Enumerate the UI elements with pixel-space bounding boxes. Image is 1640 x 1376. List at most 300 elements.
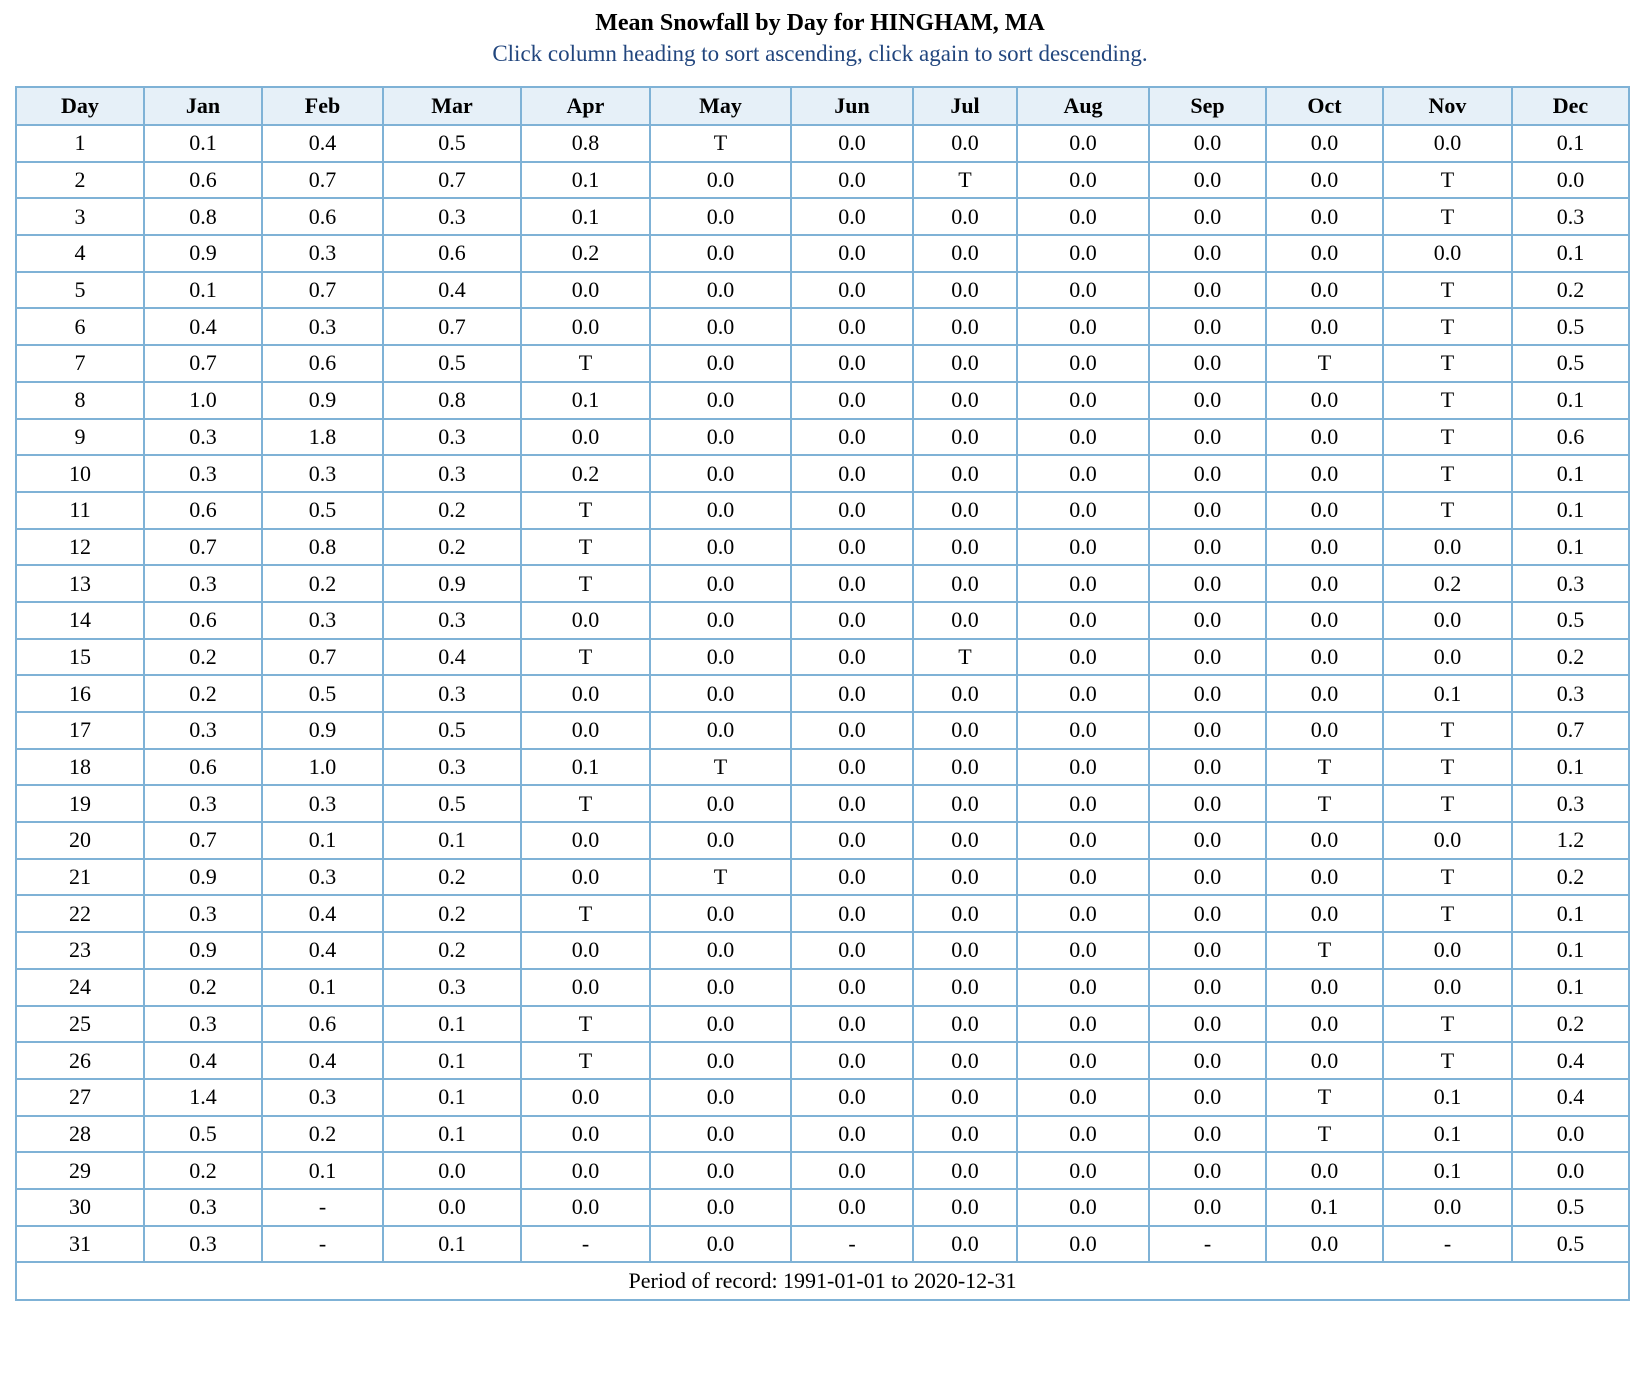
column-header-oct[interactable]: Oct bbox=[1266, 87, 1383, 125]
snowfall-cell: 0.0 bbox=[1149, 822, 1266, 859]
table-row bbox=[16, 602, 1629, 639]
snowfall-cell: T bbox=[1383, 382, 1512, 419]
snowfall-cell: 0.0 bbox=[650, 822, 791, 859]
snowfall-cell: 0.1 bbox=[1512, 125, 1629, 162]
snowfall-cell: 0.4 bbox=[1512, 1042, 1629, 1079]
snowfall-cell: 0.1 bbox=[1383, 675, 1512, 712]
snowfall-cell: 0.3 bbox=[262, 785, 383, 822]
column-header-feb[interactable]: Feb bbox=[262, 87, 383, 125]
snowfall-cell: 0.1 bbox=[1512, 749, 1629, 786]
snowfall-cell: 0.0 bbox=[521, 308, 650, 345]
snowfall-cell: 0.3 bbox=[262, 455, 383, 492]
snowfall-cell: T bbox=[1266, 932, 1383, 969]
snowfall-cell: 0.0 bbox=[1017, 969, 1149, 1006]
snowfall-cell: 0.0 bbox=[1017, 602, 1149, 639]
snowfall-cell: - bbox=[521, 1226, 650, 1263]
day-cell: 13 bbox=[16, 565, 144, 602]
snowfall-cell: 0.0 bbox=[1017, 1006, 1149, 1043]
snowfall-cell: 0.0 bbox=[650, 1152, 791, 1189]
snowfall-cell: T bbox=[913, 162, 1017, 199]
snowfall-cell: 0.0 bbox=[791, 382, 913, 419]
snowfall-cell: 0.1 bbox=[262, 1152, 383, 1189]
snowfall-cell: 0.0 bbox=[913, 1042, 1017, 1079]
table-row bbox=[16, 1226, 1629, 1263]
snowfall-cell: 0.0 bbox=[521, 419, 650, 456]
table-row bbox=[16, 1189, 1629, 1226]
snowfall-cell: 0.0 bbox=[521, 712, 650, 749]
snowfall-cell: 0.3 bbox=[144, 895, 262, 932]
snowfall-cell: 0.0 bbox=[913, 235, 1017, 272]
snowfall-cell: 0.0 bbox=[521, 675, 650, 712]
snowfall-cell: 0.7 bbox=[383, 162, 521, 199]
snowfall-cell: T bbox=[1383, 419, 1512, 456]
snowfall-cell: 0.0 bbox=[791, 859, 913, 896]
day-cell: 8 bbox=[16, 382, 144, 419]
snowfall-cell: 0.0 bbox=[913, 565, 1017, 602]
snowfall-cell: 0.7 bbox=[262, 162, 383, 199]
snowfall-cell: 0.0 bbox=[791, 932, 913, 969]
snowfall-cell: T bbox=[1383, 455, 1512, 492]
snowfall-cell: 0.2 bbox=[144, 675, 262, 712]
snowfall-cell: 0.2 bbox=[1512, 1006, 1629, 1043]
table-row bbox=[16, 822, 1629, 859]
snowfall-cell: 0.0 bbox=[913, 345, 1017, 382]
column-header-mar[interactable]: Mar bbox=[383, 87, 521, 125]
snowfall-cell: 0.0 bbox=[1149, 455, 1266, 492]
snowfall-cell: 0.3 bbox=[144, 1189, 262, 1226]
snowfall-cell: 0.0 bbox=[1266, 712, 1383, 749]
snowfall-cell: 0.0 bbox=[650, 198, 791, 235]
snowfall-cell: 0.1 bbox=[1512, 492, 1629, 529]
snowfall-cell: 0.2 bbox=[521, 455, 650, 492]
snowfall-cell: 0.3 bbox=[144, 1226, 262, 1263]
column-header-nov[interactable]: Nov bbox=[1383, 87, 1512, 125]
snowfall-cell: 0.0 bbox=[650, 712, 791, 749]
snowfall-cell: T bbox=[1266, 1079, 1383, 1116]
table-row bbox=[16, 675, 1629, 712]
snowfall-cell: 0.2 bbox=[144, 639, 262, 676]
snowfall-cell: 0.0 bbox=[650, 1042, 791, 1079]
snowfall-cell: 0.0 bbox=[1266, 822, 1383, 859]
header-row bbox=[16, 87, 1629, 125]
column-header-apr[interactable]: Apr bbox=[521, 87, 650, 125]
snowfall-cell: T bbox=[1383, 345, 1512, 382]
snowfall-cell: 0.0 bbox=[1017, 1079, 1149, 1116]
snowfall-cell: 0.0 bbox=[1149, 198, 1266, 235]
snowfall-cell: 0.0 bbox=[1149, 1042, 1266, 1079]
day-cell: 25 bbox=[16, 1006, 144, 1043]
snowfall-cell: 0.0 bbox=[791, 125, 913, 162]
snowfall-cell: 0.5 bbox=[1512, 1189, 1629, 1226]
snowfall-cell: 0.2 bbox=[383, 492, 521, 529]
snowfall-cell: 0.4 bbox=[144, 1042, 262, 1079]
snowfall-cell: 0.1 bbox=[262, 969, 383, 1006]
day-cell: 28 bbox=[16, 1116, 144, 1153]
snowfall-cell: 0.0 bbox=[791, 492, 913, 529]
snowfall-cell: 0.0 bbox=[791, 162, 913, 199]
table-row bbox=[16, 162, 1629, 199]
snowfall-cell: 0.3 bbox=[262, 602, 383, 639]
snowfall-cell: 0.0 bbox=[1149, 382, 1266, 419]
sort-instructions: Click column heading to sort ascending, click again to sort descending. bbox=[492, 41, 1148, 66]
snowfall-cell: 0.0 bbox=[1017, 125, 1149, 162]
column-header-may[interactable]: May bbox=[650, 87, 791, 125]
snowfall-cell: 0.0 bbox=[650, 969, 791, 1006]
snowfall-cell: 0.0 bbox=[1017, 235, 1149, 272]
snowfall-cell: 0.9 bbox=[262, 712, 383, 749]
day-cell: 29 bbox=[16, 1152, 144, 1189]
snowfall-cell: 0.5 bbox=[383, 345, 521, 382]
column-header-sep[interactable]: Sep bbox=[1149, 87, 1266, 125]
snowfall-cell: 0.8 bbox=[383, 382, 521, 419]
snowfall-cell: 0.0 bbox=[1512, 1152, 1629, 1189]
snowfall-cell: 0.2 bbox=[262, 1116, 383, 1153]
snowfall-cell: 0.0 bbox=[1266, 235, 1383, 272]
snowfall-cell: 0.0 bbox=[791, 272, 913, 309]
snowfall-cell: 0.0 bbox=[1383, 1189, 1512, 1226]
snowfall-cell: 0.0 bbox=[913, 198, 1017, 235]
snowfall-cell: 0.0 bbox=[521, 1116, 650, 1153]
snowfall-cell: 0.0 bbox=[913, 1152, 1017, 1189]
column-header-jul[interactable]: Jul bbox=[913, 87, 1017, 125]
table-row bbox=[16, 235, 1629, 272]
snowfall-cell: - bbox=[1383, 1226, 1512, 1263]
snowfall-cell: 0.0 bbox=[650, 345, 791, 382]
snowfall-cell: 0.2 bbox=[1512, 859, 1629, 896]
snowfall-cell: 0.0 bbox=[791, 785, 913, 822]
snowfall-cell: 0.0 bbox=[1266, 308, 1383, 345]
snowfall-cell: 0.1 bbox=[383, 1042, 521, 1079]
table-row bbox=[16, 345, 1629, 382]
snowfall-cell: 0.0 bbox=[1017, 1152, 1149, 1189]
snowfall-cell: 0.0 bbox=[650, 785, 791, 822]
snowfall-cell: 0.0 bbox=[791, 198, 913, 235]
table-row bbox=[16, 639, 1629, 676]
snowfall-cell: T bbox=[521, 785, 650, 822]
snowfall-cell: 0.1 bbox=[521, 198, 650, 235]
snowfall-cell: 0.0 bbox=[913, 419, 1017, 456]
snowfall-cell: 0.0 bbox=[1017, 712, 1149, 749]
column-header-day[interactable]: Day bbox=[16, 87, 144, 125]
table-row bbox=[16, 198, 1629, 235]
snowfall-cell: 0.0 bbox=[521, 602, 650, 639]
snowfall-cell: 0.0 bbox=[1266, 1006, 1383, 1043]
snowfall-cell: 0.0 bbox=[1149, 895, 1266, 932]
snowfall-cell: 0.4 bbox=[262, 1042, 383, 1079]
snowfall-cell: 0.0 bbox=[1017, 492, 1149, 529]
snowfall-cell: 0.0 bbox=[1149, 272, 1266, 309]
snowfall-cell: 0.0 bbox=[913, 382, 1017, 419]
snowfall-cell: 0.0 bbox=[1149, 1079, 1266, 1116]
snowfall-cell: 0.7 bbox=[1512, 712, 1629, 749]
snowfall-cell: 0.9 bbox=[144, 859, 262, 896]
day-cell: 12 bbox=[16, 529, 144, 566]
snowfall-cell: 0.6 bbox=[262, 198, 383, 235]
snowfall-cell: 1.2 bbox=[1512, 822, 1629, 859]
snowfall-cell: 0.0 bbox=[1149, 529, 1266, 566]
snowfall-cell: 0.0 bbox=[1266, 1042, 1383, 1079]
snowfall-cell: 0.1 bbox=[1512, 969, 1629, 1006]
table-row bbox=[16, 785, 1629, 822]
snowfall-cell: T bbox=[1266, 749, 1383, 786]
snowfall-cell: 0.0 bbox=[1017, 272, 1149, 309]
snowfall-cell: 0.0 bbox=[791, 675, 913, 712]
snowfall-cell: 0.3 bbox=[144, 565, 262, 602]
snowfall-cell: 0.0 bbox=[1266, 162, 1383, 199]
footer-row bbox=[16, 1262, 1629, 1300]
day-cell: 22 bbox=[16, 895, 144, 932]
snowfall-cell: 0.0 bbox=[650, 382, 791, 419]
snowfall-cell: T bbox=[521, 565, 650, 602]
snowfall-cell: 0.0 bbox=[650, 308, 791, 345]
snowfall-cell: 0.0 bbox=[1266, 198, 1383, 235]
snowfall-cell: 0.0 bbox=[1266, 125, 1383, 162]
snowfall-cell: 0.0 bbox=[1266, 1226, 1383, 1263]
snowfall-cell: 1.0 bbox=[144, 382, 262, 419]
snowfall-cell: 0.0 bbox=[791, 712, 913, 749]
snowfall-cell: 0.0 bbox=[913, 1226, 1017, 1263]
snowfall-cell: 0.0 bbox=[650, 932, 791, 969]
day-cell: 7 bbox=[16, 345, 144, 382]
snowfall-cell: 0.0 bbox=[1017, 822, 1149, 859]
snowfall-cell: 0.0 bbox=[1149, 1152, 1266, 1189]
snowfall-cell: 0.0 bbox=[913, 895, 1017, 932]
snowfall-cell: 0.1 bbox=[1512, 529, 1629, 566]
snowfall-cell: 0.6 bbox=[144, 749, 262, 786]
snowfall-cell: 0.5 bbox=[383, 125, 521, 162]
snowfall-cell: 0.0 bbox=[913, 969, 1017, 1006]
snowfall-cell: 0.0 bbox=[1266, 382, 1383, 419]
snowfall-cell: 0.0 bbox=[650, 895, 791, 932]
day-cell: 31 bbox=[16, 1226, 144, 1263]
day-cell: 30 bbox=[16, 1189, 144, 1226]
snowfall-cell: - bbox=[262, 1226, 383, 1263]
snowfall-cell: 0.0 bbox=[913, 492, 1017, 529]
snowfall-cell: 0.5 bbox=[144, 1116, 262, 1153]
snowfall-cell: 0.8 bbox=[144, 198, 262, 235]
snowfall-cell: 0.0 bbox=[1383, 822, 1512, 859]
snowfall-cell: 0.0 bbox=[913, 822, 1017, 859]
snowfall-cell: 0.0 bbox=[1017, 639, 1149, 676]
snowfall-cell: T bbox=[1383, 198, 1512, 235]
day-cell: 23 bbox=[16, 932, 144, 969]
table-row bbox=[16, 1152, 1629, 1189]
snowfall-cell: 0.0 bbox=[1266, 272, 1383, 309]
column-header-jun[interactable]: Jun bbox=[791, 87, 913, 125]
snowfall-cell: 0.1 bbox=[144, 272, 262, 309]
snowfall-cell: 0.8 bbox=[521, 125, 650, 162]
table-row bbox=[16, 419, 1629, 456]
snowfall-cell: 0.0 bbox=[1149, 602, 1266, 639]
snowfall-cell: 0.2 bbox=[144, 969, 262, 1006]
snowfall-cell: 0.0 bbox=[521, 859, 650, 896]
snowfall-table bbox=[15, 86, 1630, 1301]
snowfall-cell: 0.0 bbox=[913, 272, 1017, 309]
snowfall-cell: 0.1 bbox=[1512, 382, 1629, 419]
snowfall-cell: 0.0 bbox=[913, 529, 1017, 566]
snowfall-cell: 0.0 bbox=[1149, 675, 1266, 712]
snowfall-cell: 0.0 bbox=[1383, 969, 1512, 1006]
snowfall-cell: 0.0 bbox=[1149, 712, 1266, 749]
snowfall-cell: 0.0 bbox=[650, 492, 791, 529]
snowfall-cell: 0.0 bbox=[1149, 162, 1266, 199]
snowfall-cell: 0.0 bbox=[1017, 162, 1149, 199]
snowfall-cell: T bbox=[1266, 785, 1383, 822]
snowfall-cell: 0.0 bbox=[791, 1079, 913, 1116]
snowfall-cell: 0.0 bbox=[1017, 382, 1149, 419]
snowfall-cell: 0.8 bbox=[262, 529, 383, 566]
snowfall-cell: 0.0 bbox=[1149, 969, 1266, 1006]
snowfall-cell: 0.0 bbox=[1512, 162, 1629, 199]
snowfall-cell: 0.3 bbox=[144, 785, 262, 822]
snowfall-cell: 0.2 bbox=[383, 859, 521, 896]
snowfall-cell: 0.0 bbox=[1149, 492, 1266, 529]
snowfall-cell: 0.0 bbox=[1149, 125, 1266, 162]
snowfall-cell: 0.0 bbox=[1149, 749, 1266, 786]
snowfall-cell: 0.0 bbox=[913, 308, 1017, 345]
snowfall-cell: 0.0 bbox=[791, 1116, 913, 1153]
snowfall-cell: 0.7 bbox=[383, 308, 521, 345]
snowfall-cell: 0.1 bbox=[1266, 1189, 1383, 1226]
column-header-aug[interactable]: Aug bbox=[1017, 87, 1149, 125]
snowfall-cell: 0.2 bbox=[1512, 639, 1629, 676]
snowfall-cell: 0.0 bbox=[650, 1189, 791, 1226]
snowfall-cell: 0.1 bbox=[262, 822, 383, 859]
snowfall-cell: 0.0 bbox=[1017, 932, 1149, 969]
snowfall-cell: 0.0 bbox=[791, 1006, 913, 1043]
table-row bbox=[16, 712, 1629, 749]
snowfall-cell: 0.0 bbox=[1149, 785, 1266, 822]
snowfall-cell: 0.0 bbox=[791, 529, 913, 566]
table-row bbox=[16, 492, 1629, 529]
snowfall-cell: 0.0 bbox=[1017, 308, 1149, 345]
snowfall-cell: 0.1 bbox=[383, 1116, 521, 1153]
table-row bbox=[16, 1042, 1629, 1079]
snowfall-cell: 0.0 bbox=[791, 419, 913, 456]
snowfall-cell: 0.0 bbox=[1149, 1116, 1266, 1153]
snowfall-cell: 0.0 bbox=[791, 969, 913, 1006]
snowfall-cell: 0.0 bbox=[1149, 932, 1266, 969]
snowfall-cell: 0.0 bbox=[650, 1226, 791, 1263]
snowfall-cell: 0.0 bbox=[1149, 235, 1266, 272]
table-row bbox=[16, 272, 1629, 309]
table-row bbox=[16, 382, 1629, 419]
table-row bbox=[16, 895, 1629, 932]
snowfall-cell: 0.6 bbox=[383, 235, 521, 272]
day-cell: 21 bbox=[16, 859, 144, 896]
snowfall-cell: 0.3 bbox=[262, 308, 383, 345]
snowfall-cell: 0.0 bbox=[913, 712, 1017, 749]
snowfall-cell: T bbox=[1383, 895, 1512, 932]
day-cell: 2 bbox=[16, 162, 144, 199]
table-row bbox=[16, 969, 1629, 1006]
column-header-jan[interactable]: Jan bbox=[144, 87, 262, 125]
snowfall-cell: 0.0 bbox=[791, 822, 913, 859]
snowfall-cell: 0.0 bbox=[1017, 785, 1149, 822]
snowfall-cell: 0.9 bbox=[144, 932, 262, 969]
snowfall-cell: 0.0 bbox=[1383, 932, 1512, 969]
snowfall-cell: 0.0 bbox=[521, 932, 650, 969]
snowfall-cell: 0.5 bbox=[1512, 1226, 1629, 1263]
snowfall-cell: 0.0 bbox=[1017, 895, 1149, 932]
snowfall-cell: 0.0 bbox=[913, 749, 1017, 786]
snowfall-cell: 0.0 bbox=[1266, 1152, 1383, 1189]
snowfall-cell: 0.0 bbox=[791, 1189, 913, 1226]
snowfall-cell: 0.0 bbox=[650, 565, 791, 602]
snowfall-cell: 0.0 bbox=[1266, 419, 1383, 456]
snowfall-cell: 0.7 bbox=[144, 822, 262, 859]
snowfall-cell: 0.0 bbox=[1149, 859, 1266, 896]
snowfall-cell: 0.0 bbox=[383, 1189, 521, 1226]
snowfall-cell: 0.1 bbox=[1512, 235, 1629, 272]
snowfall-cell: - bbox=[262, 1189, 383, 1226]
snowfall-cell: 0.4 bbox=[1512, 1079, 1629, 1116]
snowfall-cell: 0.5 bbox=[383, 712, 521, 749]
snowfall-cell: 0.0 bbox=[521, 969, 650, 1006]
column-header-dec[interactable]: Dec bbox=[1512, 87, 1629, 125]
snowfall-cell: 0.1 bbox=[1383, 1116, 1512, 1153]
snowfall-cell: T bbox=[1383, 1042, 1512, 1079]
snowfall-cell: 0.4 bbox=[262, 895, 383, 932]
day-cell: 1 bbox=[16, 125, 144, 162]
snowfall-cell: 0.3 bbox=[144, 712, 262, 749]
snowfall-cell: 0.3 bbox=[262, 235, 383, 272]
snowfall-cell: 0.9 bbox=[383, 565, 521, 602]
snowfall-cell: 0.0 bbox=[521, 1189, 650, 1226]
snowfall-cell: 0.2 bbox=[1383, 565, 1512, 602]
snowfall-cell: 0.0 bbox=[913, 675, 1017, 712]
snowfall-cell: 0.2 bbox=[383, 895, 521, 932]
snowfall-cell: 0.0 bbox=[650, 529, 791, 566]
day-cell: 3 bbox=[16, 198, 144, 235]
snowfall-cell: 0.0 bbox=[913, 932, 1017, 969]
day-cell: 5 bbox=[16, 272, 144, 309]
snowfall-cell: 0.6 bbox=[144, 602, 262, 639]
snowfall-cell: 0.0 bbox=[1017, 749, 1149, 786]
day-cell: 4 bbox=[16, 235, 144, 272]
snowfall-cell: 0.6 bbox=[144, 162, 262, 199]
snowfall-cell: 0.1 bbox=[144, 125, 262, 162]
snowfall-cell: 0.3 bbox=[1512, 198, 1629, 235]
table-row bbox=[16, 308, 1629, 345]
table-row bbox=[16, 859, 1629, 896]
snowfall-cell: T bbox=[1383, 308, 1512, 345]
day-cell: 6 bbox=[16, 308, 144, 345]
snowfall-cell: 0.7 bbox=[144, 345, 262, 382]
snowfall-cell: 0.0 bbox=[1266, 639, 1383, 676]
snowfall-cell: 0.0 bbox=[521, 272, 650, 309]
snowfall-cell: 0.0 bbox=[1266, 602, 1383, 639]
snowfall-cell: 0.0 bbox=[650, 419, 791, 456]
day-cell: 10 bbox=[16, 455, 144, 492]
snowfall-cell: T bbox=[650, 125, 791, 162]
snowfall-cell: - bbox=[791, 1226, 913, 1263]
snowfall-cell: 0.4 bbox=[144, 308, 262, 345]
snowfall-cell: 0.2 bbox=[262, 565, 383, 602]
snowfall-cell: 1.4 bbox=[144, 1079, 262, 1116]
snowfall-cell: 0.1 bbox=[383, 1006, 521, 1043]
snowfall-cell: 0.6 bbox=[144, 492, 262, 529]
snowfall-cell: 0.0 bbox=[1017, 565, 1149, 602]
snowfall-cell: 0.3 bbox=[1512, 675, 1629, 712]
table-row bbox=[16, 1116, 1629, 1153]
snowfall-cell: 0.5 bbox=[262, 492, 383, 529]
snowfall-cell: 0.5 bbox=[1512, 345, 1629, 382]
snowfall-cell: 0.0 bbox=[650, 1116, 791, 1153]
day-cell: 17 bbox=[16, 712, 144, 749]
snowfall-cell: 0.0 bbox=[650, 639, 791, 676]
snowfall-cell: 0.5 bbox=[1512, 602, 1629, 639]
